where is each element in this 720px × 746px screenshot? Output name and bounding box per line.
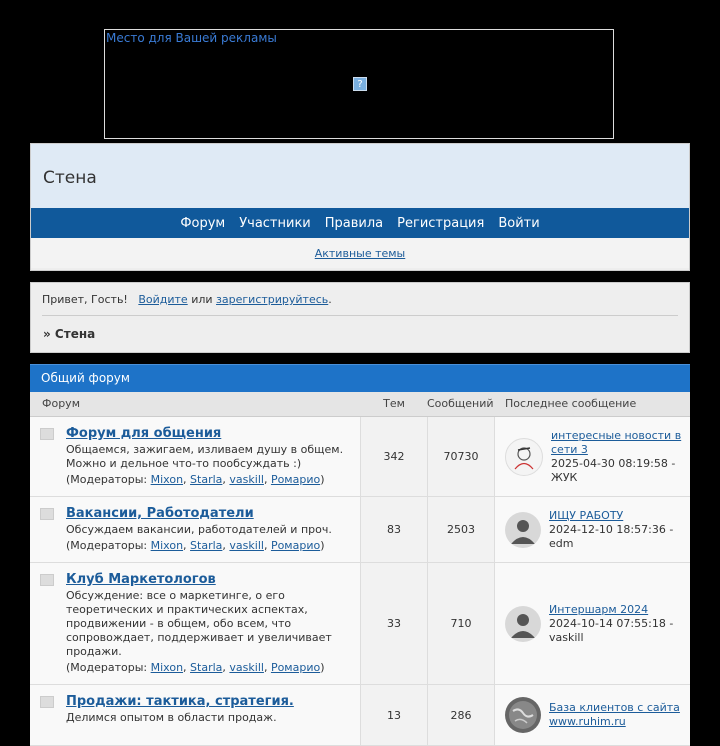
forum-title-link[interactable]: Клуб Маркетологов — [66, 572, 216, 587]
nav-register[interactable]: Регистрация — [397, 215, 485, 231]
welcome-box — [30, 282, 690, 353]
topics-count: 83 — [361, 497, 428, 562]
mod-link[interactable]: Mixon — [150, 661, 184, 674]
last-post-info — [549, 509, 682, 551]
forum-description: Обсуждение: все о маркетинге, о его теоретических и практических аспектах, продвижении - в общем, обо всем, что сопровождает, поддерживает и увеличивает продажи. — [66, 589, 332, 658]
nav-users[interactable]: Участники — [239, 215, 311, 231]
mod-link[interactable]: vaskill — [229, 473, 264, 486]
last-post-link[interactable]: Интершарм 2024 — [549, 602, 649, 616]
forum-status-icon — [40, 574, 54, 586]
category-header: Общий форум — [30, 364, 690, 392]
moderators: (Модераторы: Mixon, Starla, vaskill, Ромарио) — [66, 539, 325, 552]
site-title: Стена — [43, 168, 97, 188]
mod-link[interactable]: Ромарио — [270, 661, 321, 674]
subnav — [31, 238, 689, 268]
posts-count: 70730 — [428, 417, 495, 496]
forum-cell — [30, 685, 361, 745]
column-header — [30, 392, 690, 417]
welcome-text — [42, 293, 332, 306]
nav-rules[interactable]: Правила — [324, 215, 384, 231]
ad-label[interactable]: Место для Вашей рекламы — [106, 31, 277, 45]
col-last-post: Последнее сообщение — [505, 397, 637, 410]
nav-forum[interactable]: Форум — [180, 215, 226, 231]
default-avatar[interactable] — [505, 512, 541, 548]
last-post-cell — [495, 563, 690, 684]
forum-title-link[interactable]: Форум для общения — [66, 426, 222, 441]
moderators: (Модераторы: Mixon, Starla, vaskill, Ромарио) — [66, 473, 325, 486]
last-post-meta: 2024-10-14 07:55:18 - vaskill — [549, 616, 674, 644]
mod-link[interactable]: Starla — [190, 473, 223, 486]
active-topics-link[interactable]: Активные темы — [314, 247, 406, 260]
site-header — [30, 143, 690, 271]
last-post-meta: 2024-12-10 18:57:36 - edm — [549, 522, 674, 550]
forum-cell — [30, 417, 361, 496]
forum-status-icon — [40, 428, 54, 440]
col-forum: Форум — [42, 397, 80, 410]
nav-login[interactable]: Войти — [498, 215, 540, 231]
last-post-link[interactable]: интересные новости в сети 3 — [551, 428, 682, 456]
last-post-link[interactable]: База клиентов с сайта www.ruhim.ru — [549, 701, 680, 728]
mod-link[interactable]: vaskill — [229, 539, 264, 552]
mod-link[interactable]: Starla — [190, 539, 223, 552]
topics-count: 33 — [361, 563, 428, 684]
forum-row — [30, 497, 690, 563]
topics-count: 342 — [361, 417, 428, 496]
forum-description: Общаемся, зажигаем, изливаем душу в общем. Можно и дельное что-то пообсуждать :) — [66, 443, 344, 470]
last-post-cell — [495, 497, 690, 562]
forum-row — [30, 417, 690, 497]
forum-title-link[interactable]: Вакансии, Работодатели — [66, 506, 254, 521]
posts-count: 2503 — [428, 497, 495, 562]
default-avatar[interactable] — [505, 606, 541, 642]
broken-image-icon[interactable]: ? — [353, 77, 367, 91]
forum-cell — [30, 563, 361, 684]
last-post-cell — [495, 417, 690, 496]
forum-description: Обсуждаем вакансии, работодателей и проч. — [66, 523, 332, 536]
forum-description: Делимся опытом в области продаж. — [66, 711, 277, 724]
mod-link[interactable]: Mixon — [150, 473, 184, 486]
last-post-info — [549, 701, 682, 729]
forum-board — [30, 364, 690, 734]
moderators: (Модераторы: Mixon, Starla, vaskill, Ромарио) — [66, 661, 325, 674]
col-posts: Сообщений — [427, 397, 494, 410]
globe-avatar[interactable] — [505, 697, 541, 733]
mod-link[interactable]: Ромарио — [270, 473, 321, 486]
title-area — [31, 144, 689, 209]
main-nav — [31, 208, 689, 238]
last-post-meta: 2025-04-30 08:19:58 - ЖУК — [551, 456, 676, 484]
forum-row — [30, 563, 690, 685]
sketch-avatar[interactable] — [505, 438, 543, 476]
last-post-info — [549, 603, 682, 645]
register-link[interactable]: зарегистрируйтесь — [216, 293, 329, 306]
forum-status-icon — [40, 696, 54, 708]
forum-cell — [30, 497, 361, 562]
posts-count: 710 — [428, 563, 495, 684]
posts-count: 286 — [428, 685, 495, 745]
last-post-info — [551, 429, 682, 485]
period: . — [328, 293, 332, 306]
forum-title-link[interactable]: Продажи: тактика, стратегия. — [66, 694, 294, 709]
mod-link[interactable]: Mixon — [150, 539, 184, 552]
topics-count: 13 — [361, 685, 428, 745]
col-topics: Тем — [383, 397, 405, 410]
or-text: или — [191, 293, 213, 306]
mod-link[interactable]: Ромарио — [270, 539, 321, 552]
divider — [42, 315, 678, 316]
breadcrumb: » Стена — [43, 327, 96, 341]
ad-banner[interactable] — [104, 29, 614, 139]
forum-status-icon — [40, 508, 54, 520]
last-post-cell — [495, 685, 690, 745]
last-post-link[interactable]: ИЩУ РАБОТУ — [549, 508, 624, 522]
mod-link[interactable]: Starla — [190, 661, 223, 674]
greeting: Привет, Гость! — [42, 293, 128, 306]
mod-link[interactable]: vaskill — [229, 661, 264, 674]
forum-row — [30, 685, 690, 746]
login-link[interactable]: Войдите — [138, 293, 188, 306]
